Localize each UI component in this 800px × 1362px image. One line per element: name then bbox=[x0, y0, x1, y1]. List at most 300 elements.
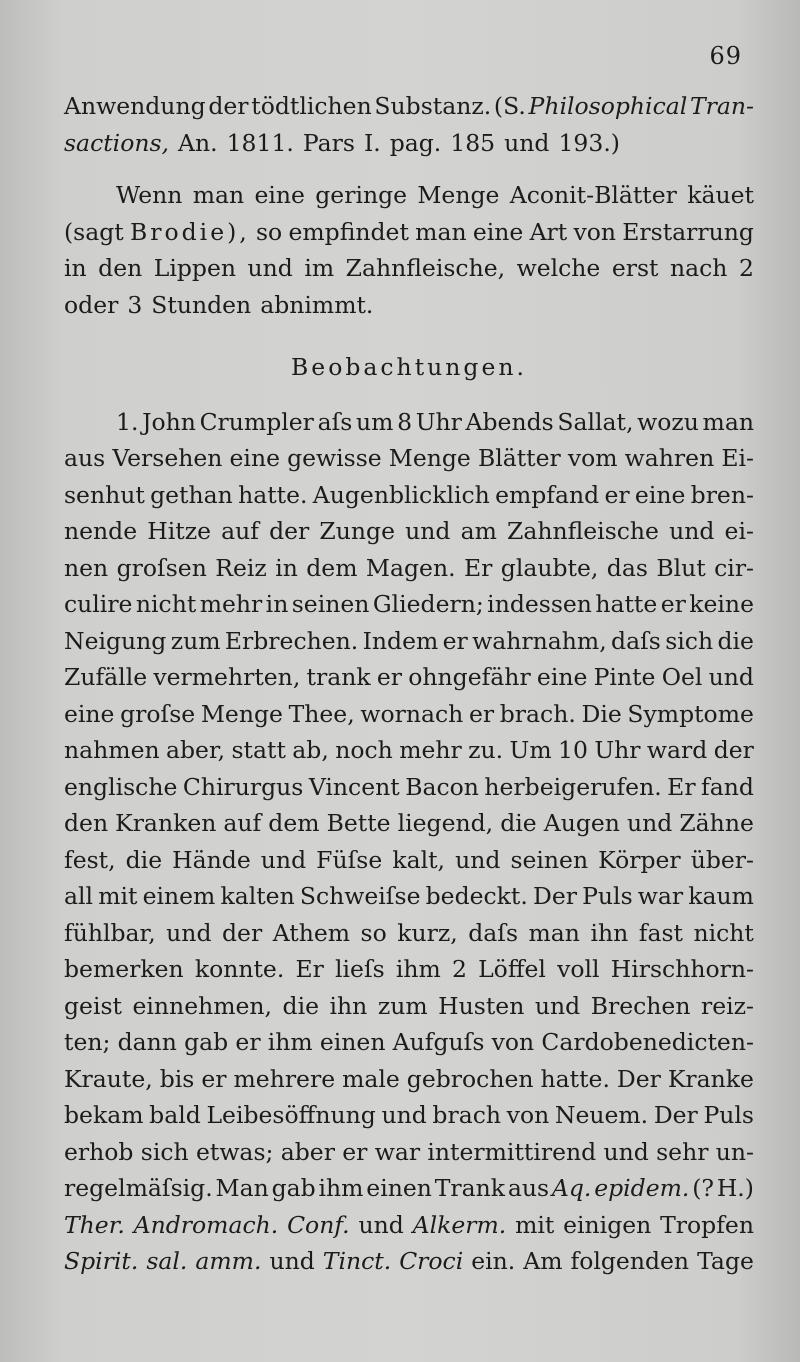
word: fand bbox=[701, 772, 754, 801]
word: Erbrechen. bbox=[224, 626, 359, 655]
word: und bbox=[455, 845, 501, 874]
word: und bbox=[269, 1247, 315, 1275]
word: trank bbox=[306, 663, 371, 691]
text-line bbox=[64, 550, 754, 587]
word: Croci bbox=[399, 1247, 464, 1275]
word: und bbox=[166, 918, 212, 947]
word: Löffel bbox=[478, 955, 546, 983]
text-line bbox=[64, 951, 754, 988]
word: vermehrten, bbox=[153, 663, 301, 691]
word: der bbox=[269, 517, 310, 545]
word: An. bbox=[178, 128, 218, 157]
text-line bbox=[64, 404, 754, 441]
word: und bbox=[534, 991, 581, 1020]
word: Der bbox=[616, 1064, 661, 1093]
text-line bbox=[64, 477, 754, 514]
word: Tage bbox=[697, 1247, 754, 1275]
word: Art bbox=[529, 217, 568, 246]
word: er bbox=[468, 699, 495, 728]
word: 3 bbox=[127, 290, 143, 319]
word: Lippen bbox=[153, 254, 236, 282]
text-line bbox=[64, 250, 754, 287]
word: nach bbox=[670, 254, 728, 282]
word: Bacon bbox=[405, 772, 479, 801]
word: er bbox=[342, 1137, 368, 1166]
word: kurz, bbox=[397, 918, 458, 947]
word: Hitze bbox=[147, 517, 212, 545]
word: 10 bbox=[558, 736, 588, 764]
word: Athem bbox=[272, 918, 351, 947]
word: Gliedern; bbox=[372, 590, 484, 618]
word: regelmäſsig. bbox=[64, 1174, 213, 1202]
word: war bbox=[637, 882, 684, 910]
word: in bbox=[64, 254, 87, 282]
word: geringe bbox=[315, 181, 408, 209]
word: 1. bbox=[116, 407, 139, 436]
word: ihn bbox=[590, 918, 629, 947]
word: Zufälle bbox=[64, 663, 148, 691]
word: hatte. bbox=[238, 480, 308, 509]
word: senhut bbox=[64, 480, 145, 509]
word: eine bbox=[634, 480, 686, 509]
word: cir- bbox=[714, 553, 754, 582]
word: Augenblicklich bbox=[312, 480, 490, 509]
word: welche bbox=[516, 254, 601, 282]
word: bald bbox=[149, 1101, 201, 1129]
word: ten; bbox=[64, 1028, 111, 1056]
word: Bette bbox=[326, 809, 391, 837]
word: voll bbox=[557, 955, 600, 983]
word: un- bbox=[715, 1137, 754, 1166]
paragraph bbox=[64, 404, 754, 1280]
word: um bbox=[356, 407, 394, 436]
word: Uhr bbox=[594, 736, 641, 764]
word: Abends bbox=[465, 407, 554, 436]
word: und bbox=[504, 128, 550, 157]
word: groſsen bbox=[116, 553, 207, 582]
word: geist bbox=[64, 991, 122, 1020]
word: gab bbox=[184, 1028, 229, 1056]
word: Schweiſse bbox=[299, 882, 421, 910]
word: Trank bbox=[434, 1174, 506, 1202]
word: statt bbox=[231, 736, 286, 764]
text-line bbox=[64, 1097, 754, 1134]
word: ward bbox=[646, 736, 708, 764]
word: Cardobenedicten- bbox=[541, 1028, 754, 1056]
word: Der bbox=[532, 882, 577, 910]
word: Er bbox=[463, 553, 493, 582]
word: Andromach. bbox=[133, 1210, 279, 1239]
text-line bbox=[64, 659, 754, 696]
word: kaum bbox=[688, 882, 754, 910]
word: die bbox=[500, 809, 537, 837]
word: in bbox=[275, 553, 298, 582]
text-line bbox=[64, 732, 754, 769]
word: culire bbox=[64, 590, 133, 618]
word: lieſs bbox=[335, 955, 385, 983]
word: Erstarrung bbox=[622, 217, 754, 246]
word: so bbox=[256, 217, 283, 246]
word: Pars bbox=[302, 128, 355, 157]
word: Pinte bbox=[593, 663, 656, 691]
word: Aconit-Blätter bbox=[509, 181, 677, 209]
word: (? bbox=[692, 1174, 714, 1202]
word: einnehmen, bbox=[132, 991, 273, 1020]
word: sich bbox=[665, 626, 714, 655]
word: er bbox=[604, 480, 630, 509]
text-line bbox=[64, 177, 754, 214]
word: Sallat, bbox=[557, 407, 634, 436]
text-line bbox=[64, 214, 754, 251]
word: Der bbox=[653, 1101, 698, 1129]
word: daſs bbox=[611, 626, 661, 655]
word: von bbox=[491, 1028, 535, 1056]
word: fast bbox=[638, 918, 683, 947]
word: eine bbox=[472, 217, 524, 246]
word: Alkerm. bbox=[412, 1210, 507, 1239]
word: H.) bbox=[716, 1174, 754, 1202]
word: Anwendung bbox=[64, 92, 206, 120]
word: von bbox=[573, 217, 617, 246]
word: Magen. bbox=[365, 553, 456, 582]
word: pag. bbox=[389, 128, 442, 157]
word: kalt, bbox=[392, 845, 446, 874]
word: ihm bbox=[395, 955, 441, 983]
word: der bbox=[208, 92, 249, 120]
word: I. bbox=[363, 128, 381, 157]
word: Spirit. bbox=[64, 1247, 139, 1275]
text-line bbox=[64, 1170, 754, 1207]
paragraph bbox=[64, 177, 754, 323]
word: wozu bbox=[637, 407, 699, 436]
word: auf bbox=[223, 809, 262, 837]
word: aber bbox=[280, 1137, 335, 1166]
word: 2 bbox=[738, 254, 754, 282]
word: abnimmt. bbox=[260, 290, 374, 319]
word: aus bbox=[64, 444, 106, 472]
word: keine bbox=[689, 590, 754, 618]
word: Puls bbox=[703, 1101, 754, 1129]
word: aber, bbox=[166, 736, 226, 764]
word: nicht bbox=[693, 918, 754, 947]
word: das bbox=[606, 553, 648, 582]
word: käuet bbox=[687, 181, 754, 209]
word: male bbox=[342, 1064, 400, 1093]
word: 2 bbox=[451, 955, 467, 983]
text-line bbox=[64, 1207, 754, 1244]
word: wahren bbox=[624, 444, 715, 472]
word: Neuem. bbox=[554, 1101, 649, 1129]
word: Tinct. bbox=[322, 1247, 392, 1275]
word: war bbox=[374, 1137, 421, 1166]
word: ab, bbox=[292, 736, 329, 764]
word: gab bbox=[271, 1174, 316, 1202]
word: Indem bbox=[362, 626, 439, 655]
word: Körper bbox=[598, 845, 681, 874]
word: ei- bbox=[724, 517, 754, 545]
word: Tran- bbox=[689, 92, 754, 120]
word: seinen bbox=[510, 845, 589, 874]
word: erst bbox=[611, 254, 659, 282]
word: aus bbox=[507, 1174, 550, 1202]
word: brach bbox=[432, 1101, 502, 1129]
word: liegend, bbox=[397, 809, 494, 837]
word: einem bbox=[142, 882, 216, 910]
word: eine bbox=[254, 181, 305, 209]
word: englische bbox=[64, 772, 178, 801]
word: epidem. bbox=[594, 1174, 690, 1202]
text-line bbox=[64, 915, 754, 952]
word: Menge bbox=[417, 181, 500, 209]
word: Am bbox=[523, 1247, 563, 1275]
word: sehr bbox=[656, 1137, 709, 1166]
word: ihm bbox=[318, 1174, 364, 1202]
word: dem bbox=[268, 809, 320, 837]
word: Blut bbox=[656, 553, 706, 582]
word: 8 bbox=[397, 407, 413, 436]
word: bemerken bbox=[64, 955, 184, 983]
word: bren- bbox=[690, 480, 754, 509]
text-line bbox=[64, 513, 754, 550]
word: hatte bbox=[595, 590, 658, 618]
text-line bbox=[64, 878, 754, 915]
word: man bbox=[528, 918, 580, 947]
word: Aq. bbox=[551, 1174, 592, 1202]
word: die bbox=[125, 845, 163, 874]
word: 1811. bbox=[226, 128, 294, 157]
text-line bbox=[64, 1134, 754, 1171]
word: amm. bbox=[195, 1247, 262, 1275]
word: von bbox=[506, 1101, 550, 1129]
word: eine bbox=[536, 663, 588, 691]
word: Menge bbox=[200, 699, 283, 728]
word: Substanz. bbox=[374, 92, 492, 120]
word: und bbox=[381, 1101, 427, 1129]
word: Er bbox=[667, 772, 696, 801]
word: groſse bbox=[120, 699, 196, 728]
word: Menge bbox=[388, 444, 471, 472]
word: Brechen bbox=[590, 991, 691, 1020]
word: Zunge bbox=[319, 517, 395, 545]
word: ihn bbox=[329, 991, 368, 1020]
word: nende bbox=[64, 517, 138, 545]
word: mehr bbox=[199, 590, 263, 618]
word: Füſse bbox=[316, 845, 383, 874]
word: wahrnahm, bbox=[472, 626, 607, 655]
word: all bbox=[64, 882, 94, 910]
text-line bbox=[64, 623, 754, 660]
word: Augen bbox=[543, 809, 620, 837]
word: gewisse bbox=[287, 444, 382, 472]
body-text bbox=[64, 88, 754, 1280]
word: Symptome bbox=[627, 699, 754, 728]
word: gebrochen bbox=[406, 1064, 534, 1093]
word: empfindet bbox=[288, 217, 409, 246]
word: herbeigerufen. bbox=[484, 772, 662, 801]
word: man bbox=[415, 217, 467, 246]
word: sal. bbox=[146, 1247, 188, 1275]
word: und bbox=[626, 809, 673, 837]
word: am bbox=[460, 517, 497, 545]
word: Man bbox=[215, 1174, 269, 1202]
word: der bbox=[713, 736, 754, 764]
word: glaubte, bbox=[500, 553, 599, 582]
word: Kranken bbox=[115, 809, 217, 837]
word: Conf. bbox=[287, 1210, 350, 1239]
word: Blätter bbox=[477, 444, 561, 472]
text-line bbox=[64, 805, 754, 842]
word: er bbox=[376, 663, 402, 691]
word: fest, bbox=[64, 845, 116, 874]
word: er bbox=[201, 1064, 227, 1093]
word: Kranke bbox=[667, 1064, 754, 1093]
word: Thee, bbox=[288, 699, 355, 728]
word: Oel bbox=[661, 663, 703, 691]
text-line bbox=[64, 586, 754, 623]
word: nahmen bbox=[64, 736, 160, 764]
word: mit bbox=[515, 1210, 555, 1239]
word: brach. bbox=[499, 699, 576, 728]
word: den bbox=[98, 254, 143, 282]
word: Philosophical bbox=[528, 92, 688, 120]
word: und bbox=[603, 1137, 649, 1166]
word: zum bbox=[170, 626, 221, 655]
word: kalten bbox=[220, 882, 295, 910]
word: reiz- bbox=[700, 991, 754, 1020]
word: Aufguſs bbox=[392, 1028, 485, 1056]
word: man bbox=[192, 181, 245, 209]
word: er bbox=[235, 1028, 261, 1056]
word: Zähne bbox=[679, 809, 754, 837]
word: 193.) bbox=[558, 128, 620, 157]
word: konnte. bbox=[194, 955, 285, 983]
word: oder bbox=[64, 290, 119, 319]
word: folgenden bbox=[570, 1247, 690, 1275]
word: fühlbar, bbox=[64, 918, 156, 947]
word: Hände bbox=[172, 845, 251, 874]
word: (sagt bbox=[64, 217, 124, 246]
word: Chirurgus bbox=[182, 772, 304, 801]
text-line bbox=[64, 125, 754, 162]
word: dann bbox=[117, 1028, 177, 1056]
text-line bbox=[64, 1061, 754, 1098]
word: mehr bbox=[399, 736, 462, 764]
text-line bbox=[64, 988, 754, 1025]
word: in bbox=[265, 590, 289, 618]
word: John bbox=[142, 407, 196, 436]
page-number: 69 bbox=[709, 42, 742, 70]
word: Brodie), bbox=[129, 217, 250, 246]
word: bis bbox=[159, 1064, 195, 1093]
word: tödtlichen bbox=[251, 92, 372, 120]
word: er bbox=[660, 590, 686, 618]
word: einen bbox=[366, 1174, 432, 1202]
word: ohngefähr bbox=[408, 663, 531, 691]
word: seinen bbox=[291, 590, 370, 618]
word: der bbox=[222, 918, 263, 947]
word: man bbox=[702, 407, 754, 436]
word: Die bbox=[581, 699, 622, 728]
word: nen bbox=[64, 553, 109, 582]
word: daſs bbox=[468, 918, 519, 947]
word: Neigung bbox=[64, 626, 167, 655]
word: ein. bbox=[471, 1247, 516, 1275]
word: nicht bbox=[135, 590, 197, 618]
text-line bbox=[64, 769, 754, 806]
word: so bbox=[360, 918, 387, 947]
word: noch bbox=[335, 736, 393, 764]
word: Crumpler bbox=[199, 407, 314, 436]
word: Puls bbox=[582, 882, 633, 910]
word: Kraute, bbox=[64, 1064, 153, 1093]
word: Leibesöffnung bbox=[206, 1101, 376, 1129]
word: im bbox=[304, 254, 335, 282]
word: bekam bbox=[64, 1101, 144, 1129]
word: und bbox=[247, 254, 293, 282]
word: etwas; bbox=[195, 1137, 274, 1166]
word: bedeckt. bbox=[425, 882, 528, 910]
word: Zahnfleische, bbox=[345, 254, 506, 282]
text-line bbox=[64, 287, 754, 324]
word: über- bbox=[690, 845, 754, 874]
word: gethan bbox=[150, 480, 233, 509]
word: Ei- bbox=[721, 444, 754, 472]
section-heading: Beobachtungen. bbox=[291, 353, 527, 381]
text-line bbox=[64, 440, 754, 477]
word: Wenn bbox=[116, 181, 183, 209]
word: Er bbox=[295, 955, 324, 983]
word: Um bbox=[509, 736, 552, 764]
text-line bbox=[64, 88, 754, 125]
word: und bbox=[708, 663, 754, 691]
word: auf bbox=[221, 517, 259, 545]
word: ihm bbox=[267, 1028, 313, 1056]
word: indessen bbox=[487, 590, 592, 618]
word: und bbox=[260, 845, 307, 874]
word: Zahnfleische bbox=[506, 517, 659, 545]
word: intermittirend bbox=[427, 1137, 597, 1166]
word: eine bbox=[64, 699, 115, 728]
word: die bbox=[717, 626, 754, 655]
word: die bbox=[282, 991, 320, 1020]
word: dem bbox=[306, 553, 358, 582]
word: vom bbox=[567, 444, 618, 472]
word: sich bbox=[140, 1137, 189, 1166]
word: erhob bbox=[64, 1137, 134, 1166]
text-line bbox=[64, 842, 754, 879]
word: Hirschhorn- bbox=[610, 955, 754, 983]
word: eine bbox=[229, 444, 280, 472]
word: sactions, bbox=[64, 128, 170, 157]
text-line bbox=[64, 1243, 754, 1280]
word: Reiz bbox=[215, 553, 267, 582]
word: einigen bbox=[563, 1210, 652, 1239]
word: und bbox=[358, 1210, 404, 1239]
word: und bbox=[669, 517, 715, 545]
word: mehrere bbox=[233, 1064, 336, 1093]
text-line bbox=[64, 1024, 754, 1061]
word: und bbox=[405, 517, 451, 545]
word: Uhr bbox=[415, 407, 462, 436]
text-line bbox=[64, 696, 754, 733]
word: Stunden bbox=[151, 290, 252, 319]
word: einen bbox=[319, 1028, 386, 1056]
word: Husten bbox=[438, 991, 525, 1020]
word: Versehen bbox=[112, 444, 223, 472]
word: aſs bbox=[317, 407, 353, 436]
word: zum bbox=[377, 991, 428, 1020]
word: empfand bbox=[495, 480, 600, 509]
